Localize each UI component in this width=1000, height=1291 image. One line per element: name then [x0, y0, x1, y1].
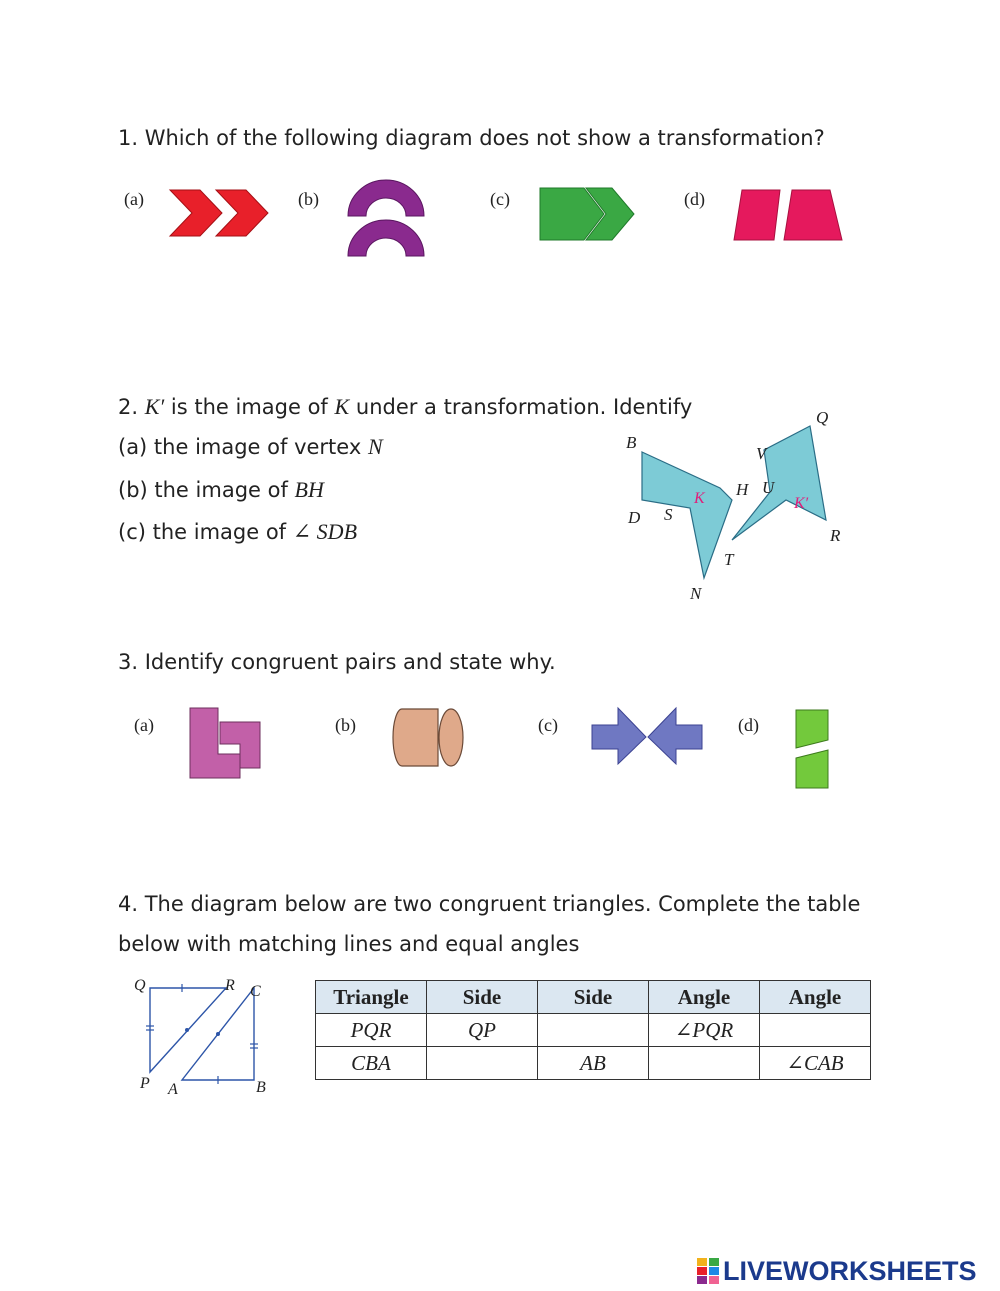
- logo-text: LIVEWORKSHEETS: [723, 1255, 977, 1286]
- label-Q4-B: B: [256, 1079, 266, 1096]
- label-R: R: [830, 526, 841, 545]
- label-K: K: [694, 490, 705, 507]
- q2-c-var: ∠ SDB: [292, 519, 358, 544]
- q3-label-b: (b): [335, 715, 356, 735]
- answer-cell-side-1[interactable]: [427, 1047, 538, 1080]
- label-N: N: [690, 584, 702, 603]
- q3-figure-a-lshapes: [190, 708, 264, 780]
- q1-label-d: (d): [684, 189, 705, 209]
- label-U: U: [762, 478, 775, 497]
- cell-side-1: QP: [427, 1014, 538, 1047]
- q3-text: 3. Identify congruent pairs and state why.: [118, 650, 556, 674]
- cell-triangle: PQR: [316, 1014, 427, 1047]
- answer-cell-side-2[interactable]: [538, 1014, 649, 1047]
- label-T: T: [724, 550, 734, 569]
- q2-number: 2.: [118, 395, 139, 419]
- q3-quad-bottom: [796, 750, 828, 788]
- header-angle-1: Angle: [649, 981, 760, 1014]
- q4-line2: below with matching lines and equal angles: [118, 932, 580, 956]
- shape-k: [642, 452, 732, 578]
- q1-figure-a-chevrons: [170, 190, 270, 236]
- label-S: S: [664, 505, 673, 524]
- table-row: [316, 1014, 871, 1047]
- label-Q4-P: P: [140, 1075, 150, 1092]
- congruence-table: [315, 980, 871, 1080]
- q1-text: 1. Which of the following diagram does not show a transformation?: [118, 126, 825, 150]
- label-Q: Q: [816, 408, 829, 427]
- q1-arch-1: [348, 180, 424, 216]
- q4-line1: 4. The diagram below are two congruent triangles. Complete the table: [118, 892, 861, 916]
- label-V: V: [756, 444, 767, 463]
- q2-a-text: (a) the image of vertex: [118, 435, 368, 459]
- q1-label-a: (a): [124, 189, 144, 209]
- q1-label-b: (b): [298, 189, 319, 209]
- q3-arrow-left: [648, 708, 702, 764]
- q1-chevron-2: [216, 190, 268, 236]
- header-side-1: Side: [427, 981, 538, 1014]
- q2-intro-suffix: under a transformation. Identify: [349, 395, 693, 419]
- q2-b-text: (b) the image of: [118, 478, 295, 502]
- q2-part-c: [118, 521, 357, 543]
- label-Kprime: K′: [794, 495, 809, 512]
- mark-pr: [185, 1028, 189, 1032]
- q1-quad-2: [784, 190, 842, 240]
- q1-figure-b-arches: [348, 178, 424, 258]
- label-B: B: [626, 433, 637, 452]
- q3-arrow-right: [592, 708, 646, 764]
- q3-cylinder-body: [393, 709, 438, 766]
- q1-quad-1: [734, 190, 780, 240]
- q1-figure-d-quads: [734, 190, 844, 242]
- q2-intro-mid: is the image of: [164, 395, 335, 419]
- answer-cell-angle-2[interactable]: [760, 1014, 871, 1047]
- header-angle-2: Angle: [760, 981, 871, 1014]
- q2-c-text: (c) the image of: [118, 520, 293, 544]
- q1-arch-2: [348, 220, 424, 256]
- q1-label-c: (c): [490, 189, 510, 209]
- cell-angle-2: ∠CAB: [760, 1047, 871, 1080]
- q2-a-var: N: [367, 434, 383, 459]
- cell-angle-1: ∠PQR: [649, 1014, 760, 1047]
- q2-kprime: K′: [144, 394, 165, 419]
- label-Q4-A: A: [168, 1081, 178, 1098]
- q3-quad-top: [796, 710, 828, 748]
- q3-label-a: (a): [134, 715, 154, 735]
- label-H: H: [736, 480, 749, 499]
- table-header-row: [316, 981, 871, 1014]
- cell-side-2: AB: [538, 1047, 649, 1080]
- q3-figure-d-quads: [794, 708, 834, 790]
- mark-ca: [216, 1032, 220, 1036]
- q2-diagram: [620, 400, 860, 610]
- q2-part-a: [118, 436, 383, 458]
- header-side-2: Side: [538, 981, 649, 1014]
- label-Q4-C: C: [250, 983, 261, 1000]
- q3-figure-c-arrows: [592, 708, 704, 766]
- q2-b-var: BH: [294, 477, 324, 502]
- answer-cell-angle-1[interactable]: [649, 1047, 760, 1080]
- logo-grid-icon: [697, 1258, 719, 1284]
- header-triangle: Triangle: [316, 981, 427, 1014]
- label-Q4-Q: Q: [134, 977, 146, 994]
- cell-triangle: CBA: [316, 1047, 427, 1080]
- q3-cylinder-cap: [439, 709, 463, 766]
- table-row: [316, 1047, 871, 1080]
- q2-intro: [118, 396, 692, 418]
- q1-figure-c-arrows: [540, 188, 636, 240]
- label-D: D: [628, 508, 641, 527]
- label-Q4-R: R: [225, 977, 235, 994]
- q3-figure-b-cylinder: [392, 708, 466, 768]
- q2-part-b: [118, 479, 324, 501]
- q2-k: K: [334, 394, 350, 419]
- liveworksheets-logo: [697, 1256, 977, 1286]
- q3-label-c: (c): [538, 715, 558, 735]
- q1-chevron-1: [170, 190, 222, 236]
- q4-diagram: [130, 974, 275, 1100]
- q3-label-d: (d): [738, 715, 759, 735]
